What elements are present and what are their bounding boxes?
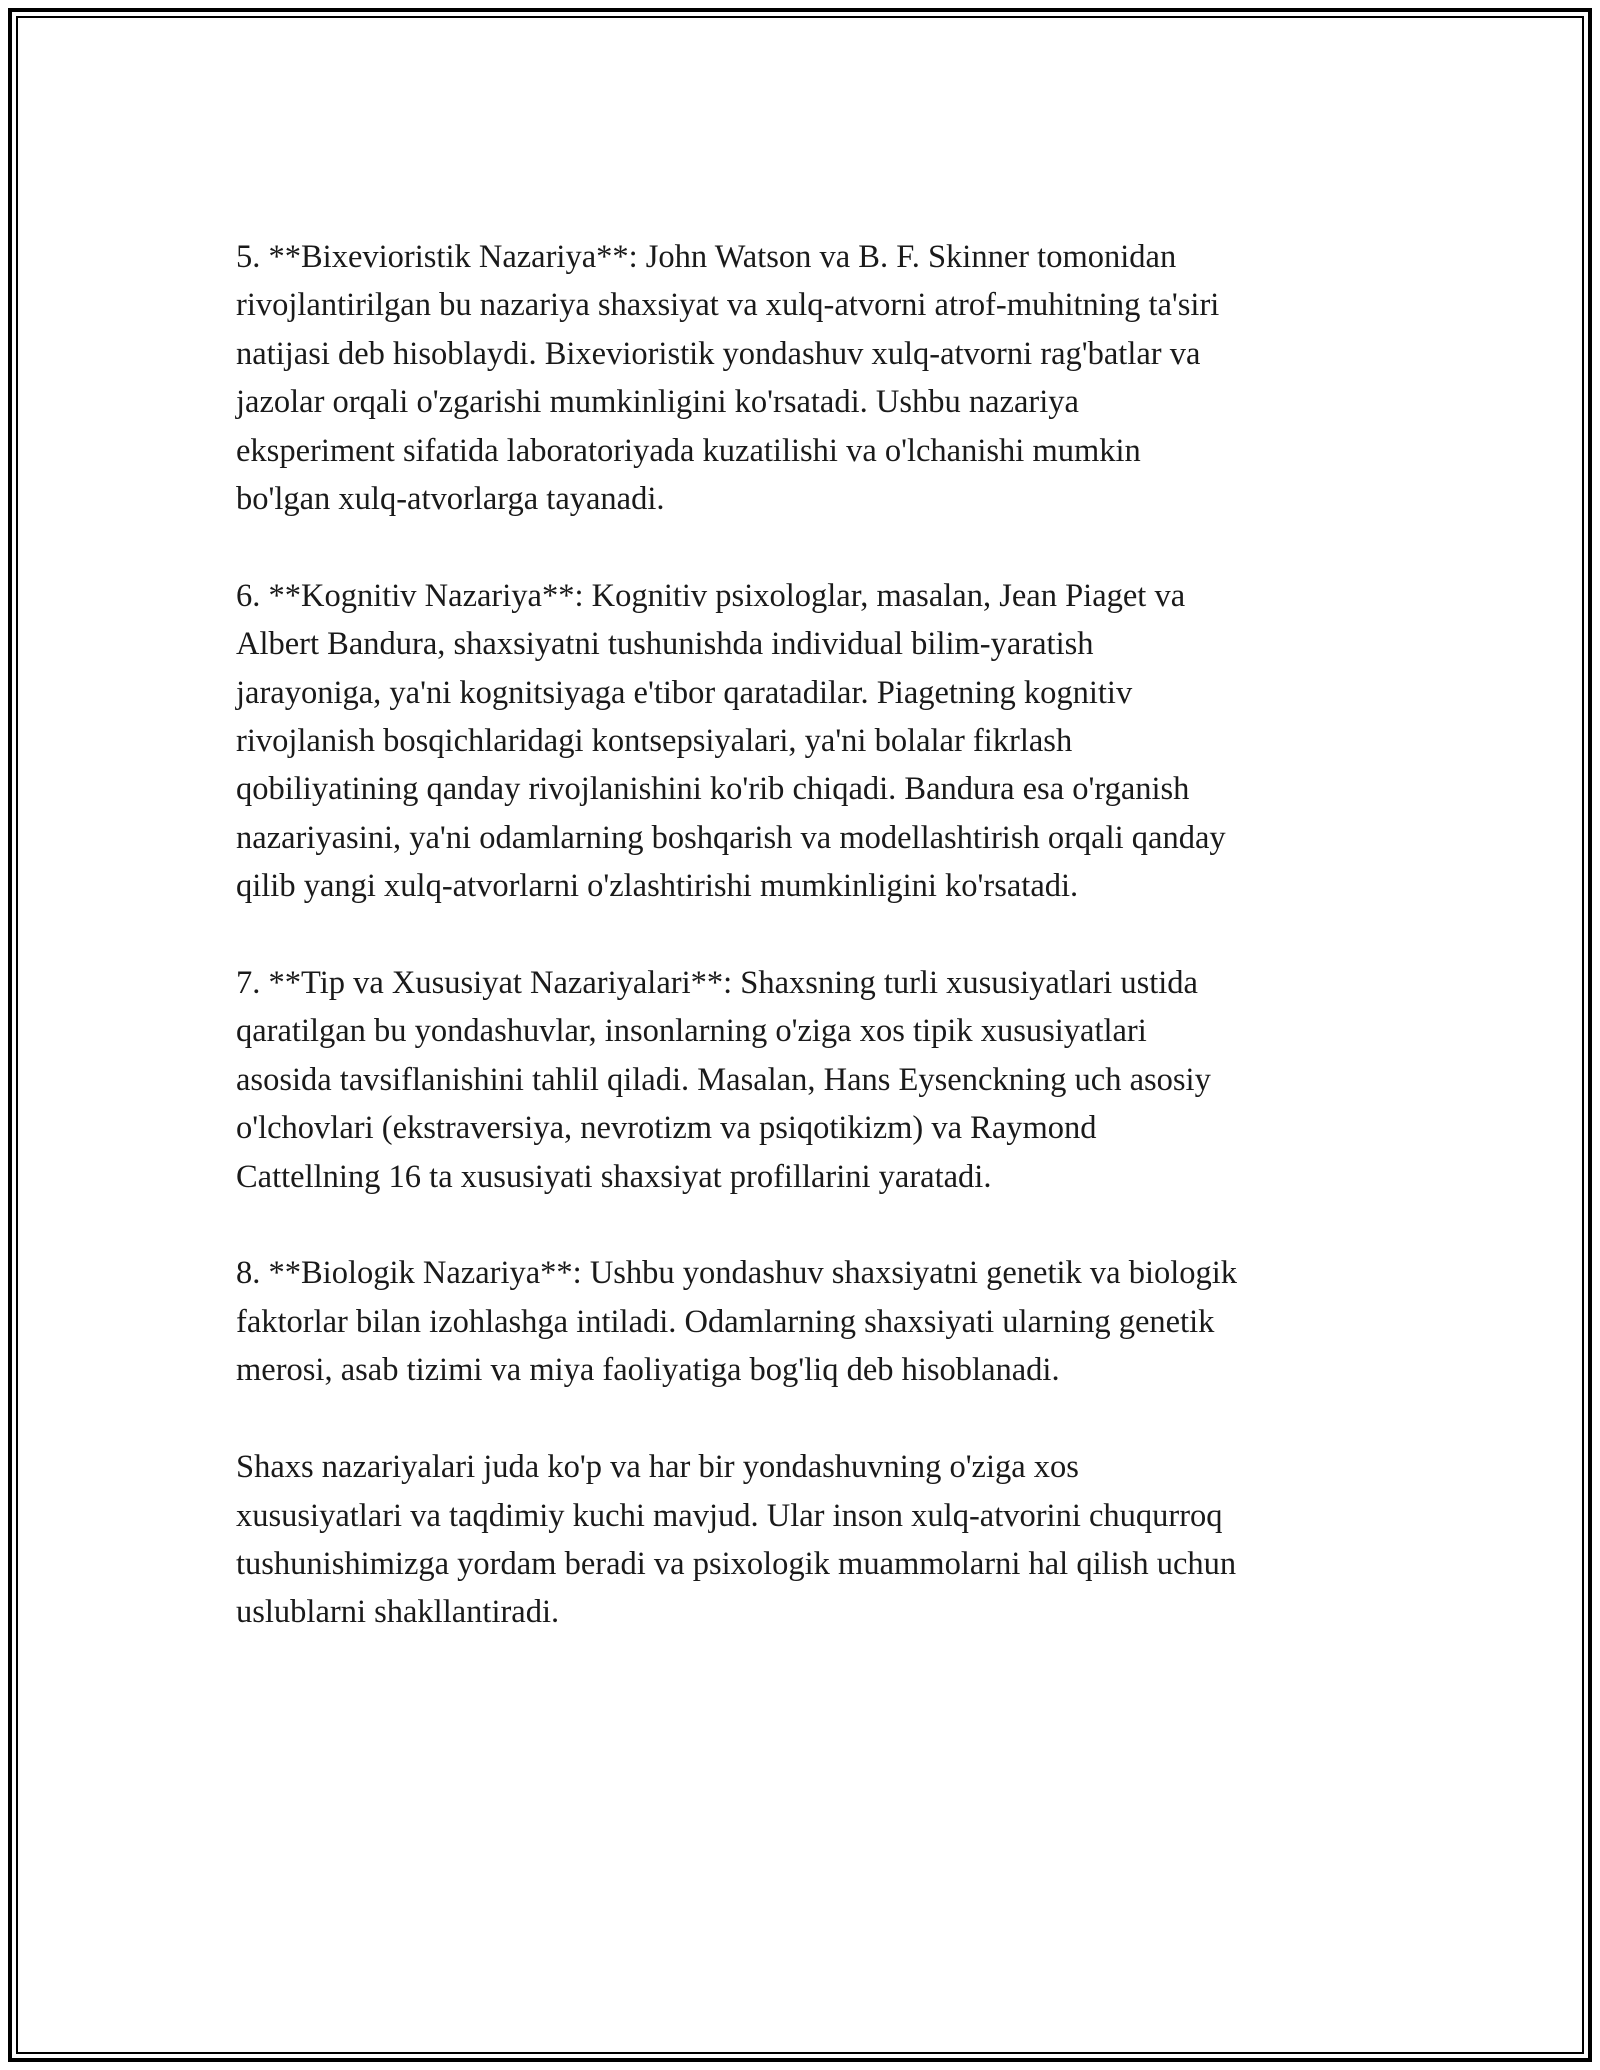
- text-line: Cattellning 16 ta xususiyati shaxsiyat profillarini yaratadi.: [236, 1158, 992, 1195]
- text-line: qobiliyatining qanday rivojlanishini ko'rib chiqadi. Bandura esa o'rganish: [236, 771, 1190, 808]
- paragraph-1: [236, 233, 1376, 523]
- text-line: uslublarni shakllantiradi.: [236, 1594, 560, 1631]
- text-line: bo'lgan xulq-atvorlarga tayanadi.: [236, 481, 665, 518]
- text-line: 5. **Bixevioristik Nazariya**: John Watson va B. F. Skinner tomonidan: [236, 239, 1177, 275]
- text-line: o'lchovlari (ekstraversiya, nevrotizm va psiqotikizm) va Raymond: [236, 1110, 1097, 1147]
- text-line: 6. **Kognitiv Nazariya**: Kognitiv psixologlar, masalan, Jean Piaget va: [236, 577, 1186, 614]
- document-body: [236, 233, 1376, 1685]
- text-line: Albert Bandura, shaxsiyatni tushunishda individual bilim-yaratish: [236, 626, 1094, 663]
- text-line: qaratilgan bu yondashuvlar, insonlarning o'ziga xos tipik xususiyatlari: [236, 1013, 1147, 1050]
- paragraph-4: [236, 1249, 1376, 1394]
- paragraph-2: [236, 572, 1376, 911]
- text-line: Shaxs nazariyalari juda ko'p va har bir yondashuvning o'ziga xos: [236, 1449, 1079, 1486]
- text-line: eksperiment sifatida laboratoriyada kuzatilishi va o'lchanishi mumkin: [236, 432, 1141, 469]
- text-line: nazariyasini, ya'ni odamlarning boshqarish va modellashtirish orqali qanday: [236, 819, 1226, 856]
- text-line: rivojlantirilgan bu nazariya shaxsiyat va xulq-atvorni atrof-muhitning ta'siri: [236, 287, 1220, 324]
- text-line: 7. **Tip va Xususiyat Nazariyalari**: Shaxsning turli xususiyatlari ustida: [236, 965, 1198, 1002]
- text-line: merosi, asab tizimi va miya faoliyatiga bog'liq deb hisoblanadi.: [236, 1352, 1060, 1389]
- text-line: jazolar orqali o'zgarishi mumkinligini ko'rsatadi. Ushbu nazariya: [236, 384, 1079, 421]
- text-line: xususiyatlari va taqdimiy kuchi mavjud. Ular inson xulq-atvorini chuqurroq: [236, 1497, 1223, 1534]
- text-line: 8. **Biologik Nazariya**: Ushbu yondashuv shaxsiyatni genetik va biologik: [236, 1255, 1238, 1292]
- paragraph-5: [236, 1443, 1376, 1637]
- text-line: faktorlar bilan izohlashga intiladi. Odamlarning shaxsiyati ularning genetik: [236, 1303, 1215, 1340]
- paragraph-3: [236, 959, 1376, 1201]
- text-line: jarayoniga, ya'ni kognitsiyaga e'tibor qaratadilar. Piagetning kognitiv: [236, 674, 1133, 711]
- text-line: qilib yangi xulq-atvorlarni o'zlashtirishi mumkinligini ko'rsatadi.: [236, 868, 1079, 905]
- text-line: natijasi deb hisoblaydi. Bixevioristik yondashuv xulq-atvorni rag'batlar va: [236, 335, 1201, 372]
- text-line: tushunishimizga yordam beradi va psixologik muammolarni hal qilish uchun: [236, 1545, 1237, 1582]
- text-line: asosida tavsiflanishini tahlil qiladi. Masalan, Hans Eysenckning uch asosiy: [236, 1061, 1211, 1098]
- text-line: rivojlanish bosqichlaridagi kontsepsiyalari, ya'ni bolalar fikrlash: [236, 723, 1073, 760]
